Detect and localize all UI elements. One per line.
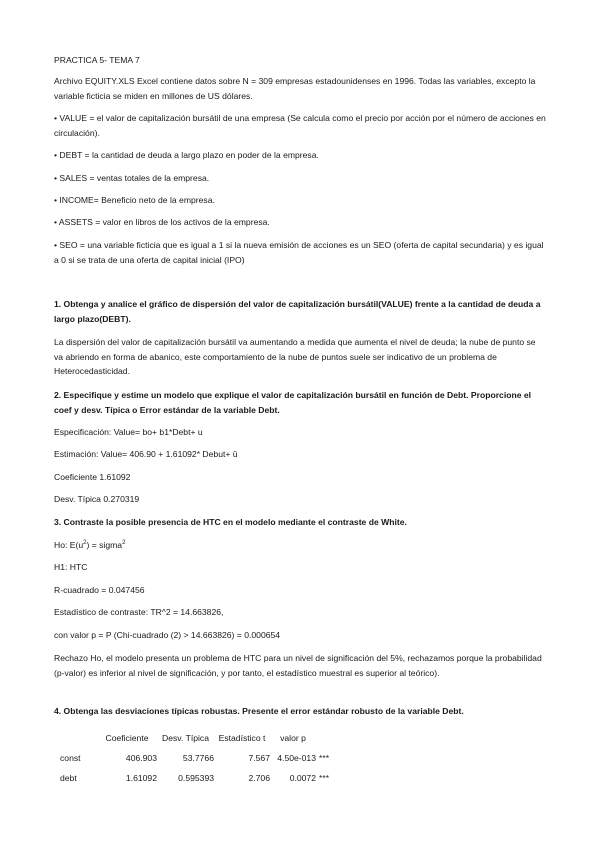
especificacion-line: Especificación: Value= bo+ b1*Debt+ u bbox=[54, 427, 203, 437]
bullet-sales: • SALES = ventas totales de la empresa. bbox=[54, 173, 210, 183]
hypothesis-h0 bbox=[54, 538, 546, 553]
table-header-cell bbox=[54, 728, 97, 748]
table-cell: 53.7766 bbox=[182, 752, 214, 763]
bullet-assets: • ASSETS = valor en libros de los activos de la empresa. bbox=[54, 217, 270, 227]
table-row bbox=[54, 748, 349, 768]
table-cell: 0.0072 bbox=[289, 772, 316, 783]
bullet-seo: • SEO = una variable ficticia que es igual a 1 si la nueva emisión de acciones es un SEO (oferta de capital secundaria) y es igual a 0 si se trata de una oferta de capital inicial (IPO) bbox=[54, 240, 544, 265]
table-cell: 406.903 bbox=[125, 752, 157, 763]
table-cell: 7.567 bbox=[248, 752, 270, 763]
table-header-row bbox=[54, 728, 349, 748]
table-header-cell bbox=[316, 728, 349, 748]
table-header-cell: Desv. Típica bbox=[162, 732, 209, 743]
question-4: 4. Obtenga las desviaciones típicas robustas. Presente el error estándar robusto de la variable Debt. bbox=[54, 706, 464, 716]
h0-superscript-1: 2 bbox=[83, 540, 87, 547]
table-cell: 2.706 bbox=[248, 772, 270, 783]
h0-prefix: Ho: E(u bbox=[54, 540, 84, 550]
significance-stars: *** bbox=[319, 752, 330, 763]
question-3: 3. Contraste la posible presencia de HTC en el modelo mediante el contraste de White. bbox=[54, 517, 407, 527]
test-statistic-line: Estadístico de contraste: TR^2 = 14.663826, bbox=[54, 607, 224, 617]
table-cell: debt bbox=[60, 772, 77, 783]
table-cell: const bbox=[60, 752, 81, 763]
robust-std-error-debt: 0.595393 bbox=[178, 772, 214, 783]
robust-errors-table bbox=[54, 728, 349, 788]
table-cell: 1.61092 bbox=[125, 772, 157, 783]
conclusion-3: Rechazo Ho, el modelo presenta un problema de HTC para un nivel de significación del 5%, rechazamos porque la probabilidad (p-valor) es inferior al nivel de significación, y por tanto, el estadístico muestral es superior al teórico). bbox=[54, 653, 542, 678]
h0-middle: ) = sigma bbox=[86, 540, 123, 550]
intro-paragraph: Archivo EQUITY.XLS Excel contiene datos sobre N = 309 empresas estadounidenses en 1996. Todas las variables, excepto la variable ficticia se miden en millones de US dólares. bbox=[54, 76, 536, 101]
document-title: PRACTICA 5- TEMA 7 bbox=[54, 55, 140, 65]
hypothesis-h1: H1: HTC bbox=[54, 562, 88, 572]
r-squared-line: R-cuadrado = 0.047456 bbox=[54, 585, 145, 595]
bullet-income: • INCOME= Beneficio neto de la empresa. bbox=[54, 195, 215, 205]
question-1: 1. Obtenga y analice el gráfico de dispersión del valor de capitalización bursátil(VALUE) frente a la cantidad de deuda a largo plazo(DEBT). bbox=[54, 299, 541, 324]
bullet-value: • VALUE = el valor de capitalización bursátil de una empresa (Se calcula como el precio por acción por el número de acciones en circulación). bbox=[54, 113, 546, 138]
estimacion-line: Estimación: Value= 406.90 + 1.61092* Debut+ û bbox=[54, 449, 238, 459]
table-row bbox=[54, 768, 349, 788]
h0-superscript-2: 2 bbox=[122, 540, 126, 547]
p-value-line: con valor p = P (Chi-cuadrado (2) > 14.663826) = 0.000654 bbox=[54, 630, 281, 640]
coeficiente-line: Coeficiente 1.61092 bbox=[54, 472, 131, 482]
bullet-debt: • DEBT = la cantidad de deuda a largo plazo en poder de la empresa. bbox=[54, 150, 319, 160]
desv-tipica-line: Desv. Típica 0.270319 bbox=[54, 494, 140, 504]
significance-stars: *** bbox=[319, 772, 330, 783]
table-header-cell: Estadístico t bbox=[218, 732, 266, 743]
table-header-cell: Coeficiente bbox=[105, 732, 149, 743]
answer-1: La dispersión del valor de capitalización bursátil va aumentando a medida que aumenta el nivel de deuda; la nube de punto se va abriendo en forma de abanico, este comportamiento de la nube de puntos suele ser indicativo de un problema de Heterocedasticidad. bbox=[54, 337, 536, 376]
question-2: 2. Especifique y estime un modelo que explique el valor de capitalización bursátil en función de Debt. Proporcione el coef y desv. Típica o Error estándar de la variable Debt. bbox=[54, 390, 532, 415]
table-header-cell: valor p bbox=[280, 732, 306, 743]
table-cell: 4.50e-013 bbox=[277, 752, 316, 763]
